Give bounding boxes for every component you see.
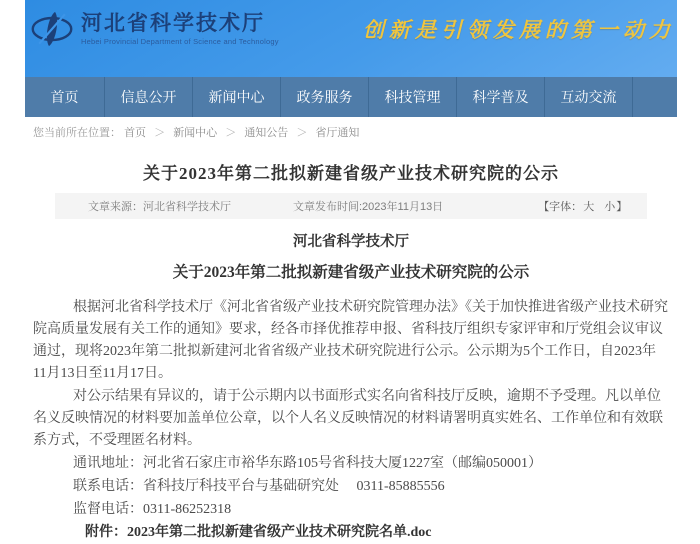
site-title: 河北省科学技术厅 — [81, 11, 265, 35]
breadcrumb-separator: ＞ — [225, 127, 237, 139]
breadcrumb — [25, 117, 677, 146]
nav-item-gov-services[interactable]: 政务服务 — [281, 77, 369, 117]
article-source: 文章来源：河北省科学技术厅 — [88, 201, 231, 213]
font-size-bracket-open: 【字体： — [538, 201, 583, 213]
body-heading-department: 河北省科学技术厅 — [293, 234, 409, 250]
attachment-link[interactable]: 2023年第二批拟新建省级产业技术研究院名单.doc — [127, 525, 432, 540]
article-paragraph: 对公示结果有异议的，请于公示期内以书面形式实名向省科技厅反映，逾期不予受理。凡以单位名义反映情况的材料要加盖单位公章，以个人名义反映情况的材料请署明真实姓名、工作单位和有效联系方式，不受理匿名材料。 — [33, 389, 663, 448]
page-container — [25, 0, 677, 544]
nav-filler — [633, 77, 677, 117]
publish-time: 文章发布时间:2023年11月13日 — [293, 201, 444, 213]
nav-item-science-popularization[interactable]: 科学普及 — [457, 77, 545, 117]
breadcrumb-link-dept-notices[interactable]: 省厅通知 — [315, 127, 360, 139]
banner-slogan: 创新是引领发展的第一动力 — [363, 18, 675, 42]
article — [25, 159, 677, 544]
article-paragraph-address: 通讯地址：河北省石家庄市裕华东路105号省科技大厦1227室（邮编050001） — [73, 456, 542, 471]
nav-item-info-disclosure[interactable]: 信息公开 — [105, 77, 193, 117]
main-nav — [25, 77, 677, 117]
article-meta-bar — [55, 193, 647, 219]
site-banner — [25, 0, 677, 77]
nav-item-news-center[interactable]: 新闻中心 — [193, 77, 281, 117]
article-paragraph-supervision-phone: 监督电话：0311-86252318 — [73, 502, 232, 517]
font-size-bracket-close: 】 — [616, 201, 628, 213]
breadcrumb-link-home[interactable]: 首页 — [124, 127, 147, 139]
article-body — [25, 231, 677, 544]
nav-item-interaction[interactable]: 互动交流 — [545, 77, 633, 117]
font-size-large-button[interactable]: 大 — [583, 201, 595, 213]
breadcrumb-separator: ＞ — [154, 127, 166, 139]
site-logo[interactable] — [30, 10, 279, 48]
nav-item-tech-management[interactable]: 科技管理 — [369, 77, 457, 117]
attachment-label: 附件： — [85, 525, 127, 540]
breadcrumb-link-news-center[interactable]: 新闻中心 — [173, 127, 218, 139]
article-paragraph: 根据河北省科学技术厅《河北省省级产业技术研究院管理办法》《关于加快推进省级产业技术研究院高质量发展有关工作的通知》要求，经各市择优推荐申报、省科技厅组织专家评审和厅党组会议审议通过，现将2023年第二批拟新建河北省省级产业技术研究院进行公示。公示期为5个工作日，自2023年11月13日至11月17日。 — [33, 300, 668, 381]
font-size-control — [538, 198, 627, 214]
body-heading-announcement: 关于2023年第二批拟新建省级产业技术研究院的公示 — [172, 264, 530, 281]
font-size-small-button[interactable]: 小 — [604, 201, 616, 213]
breadcrumb-prefix: 您当前所在位置： — [33, 127, 121, 139]
article-paragraph-contact-phone: 联系电话：省科技厅科技平台与基础研究处 0311-85885556 — [73, 479, 445, 494]
site-subtitle: Hebei Provincial Department of Science and Technology — [81, 37, 279, 47]
nav-item-home[interactable]: 首页 — [25, 77, 105, 117]
breadcrumb-link-notices[interactable]: 通知公告 — [244, 127, 289, 139]
logo-text-block — [81, 12, 279, 46]
attachment-row — [33, 522, 669, 544]
breadcrumb-separator: ＞ — [296, 127, 308, 139]
globe-orbit-logo-icon — [30, 10, 74, 48]
page-title: 关于2023年第二批拟新建省级产业技术研究院的公示 — [143, 164, 559, 183]
